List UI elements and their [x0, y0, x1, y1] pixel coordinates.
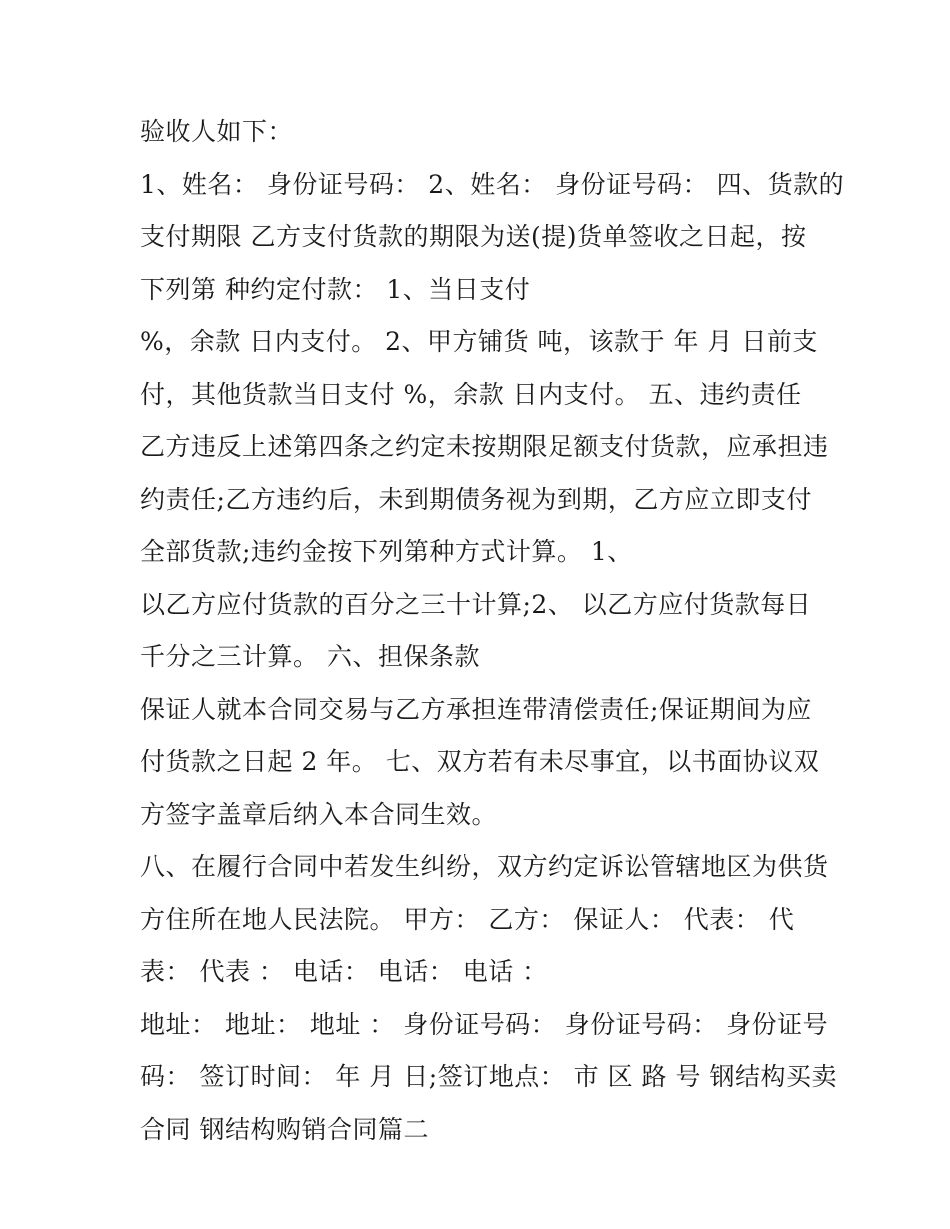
text-line: 乙方违反上述第四条之约定未按期限足额支付货款，应承担违 — [140, 432, 829, 461]
text-line: 验收人如下： — [140, 117, 294, 146]
text-line: 方住所在地人民法院。 甲方： 乙方： 保证人： 代表： 代 — [140, 904, 795, 934]
text-line: 支付期限 乙方支付货款的期限为送(提)货单签收之日起，按 — [140, 222, 807, 251]
text-line: 下列第 种约定付款： 1、当日支付 — [140, 274, 531, 304]
text-line: 合同 钢结构购销合同篇二 — [140, 1114, 429, 1144]
text-line: 表： 代表 ： 电话： 电话： 电话 ： — [140, 957, 548, 986]
text-line: 方签字盖章后纳入本合同生效。 — [140, 799, 498, 829]
text-line: 付货款之日起 2 年。 七、双方若有未尽事宜，以书面协议双 — [140, 747, 820, 776]
text-line: 保证人就本合同交易与乙方承担连带清偿责任;保证期间为应 — [140, 694, 812, 724]
text-line: 全部货款;违约金按下列第种方式计算。 1、 — [140, 537, 633, 566]
text-line: 码： 签订时间： 年 月 日;签订地点： 市 区 路 号 钢结构买卖 — [140, 1062, 837, 1091]
text-line: 付，其他货款当日支付 %，余款 日内支付。 五、违约责任 — [140, 379, 802, 409]
text-line: 约责任;乙方违约后，未到期债务视为到期，乙方应立即支付 — [140, 484, 812, 514]
text-line: %，余款 日内支付。 2、甲方铺货 吨，该款于 年 月 日前支 — [140, 327, 818, 356]
text-line: 千分之三计算。 六、担保条款 — [140, 642, 480, 671]
text-line: 以乙方应付货款的百分之三十计算;2、 以乙方应付货款每日 — [140, 589, 812, 619]
text-line: 1、姓名： 身份证号码： 2、姓名： 身份证号码： 四、货款的 — [140, 169, 845, 199]
text-line: 八、在履行合同中若发生纠纷，双方约定诉讼管辖地区为供货 — [140, 852, 829, 881]
text-line: 地址： 地址： 地址 ： 身份证号码： 身份证号码： 身份证号 — [140, 1009, 829, 1039]
contract-text-body — [140, 106, 845, 1156]
